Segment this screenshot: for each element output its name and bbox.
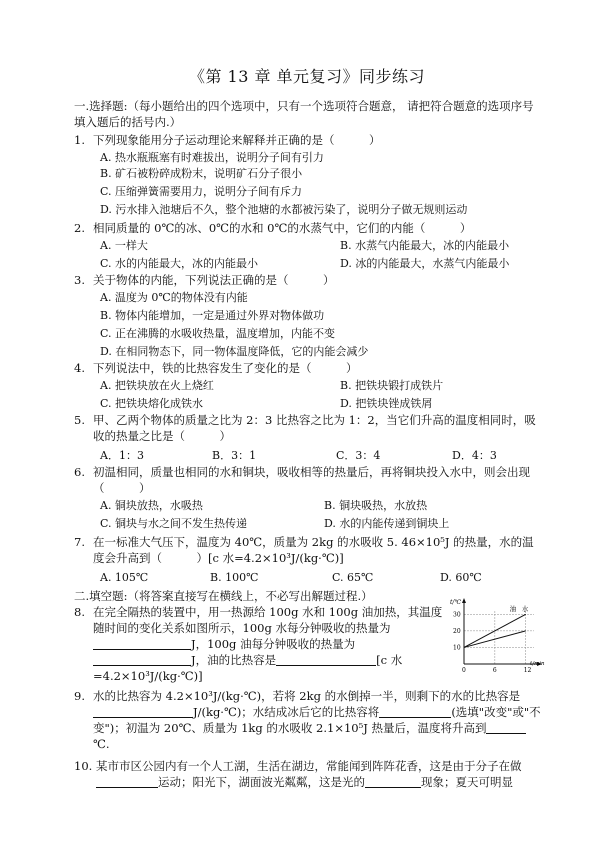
q4-option-c: C. 把铁块熔化成铁水 bbox=[100, 397, 204, 410]
page-title: 《第 13 章 单元复习》同步练习 bbox=[188, 67, 426, 86]
q8-blank-3[interactable] bbox=[276, 653, 376, 666]
q6-option-b: B. 铜块吸热，水放热 bbox=[324, 499, 428, 512]
question-8: 8. 在完全隔热的装置中，用一热源给 100g 水和 100g 油加热，其温度随时间的变化关系如图所示，100g 水每分钟吸收的热量为 J，100g 油每分钟吸收的热量为 J，油的比热容是 [c 水=4.2×10³J/(kg·℃)] bbox=[74, 605, 443, 683]
q6-option-c: C. 铜块与水之间不发生热传递 bbox=[100, 517, 248, 530]
q2-option-b: B. 水蒸气内能最大，冰的内能最小 bbox=[340, 239, 510, 252]
section-choice-heading: 一.选择题:（每小题给出的四个选项中，只有一个选项符合题意， 请把符合题意的选项序号填入题后的括号内.） bbox=[74, 99, 534, 129]
question-1: 1. 下列现象能用分子运动理论来解释并正确的是（ ） A. 热水瓶瓶塞有时难拔出，说明分子间有引力 B. 矿石被粉碎成粉末，说明矿石分子很小 C. 压缩弹簧需要用力，说明分子间有斥力 D. 污水排入池塘后不久，整个池塘的水都被污染了，说明分子做无规则运动 bbox=[74, 133, 468, 216]
q1-option-b: B. 矿石被粉碎成粉末，说明矿石分子很小 bbox=[100, 167, 303, 180]
q6-option-d: D. 水的内能传递到铜块上 bbox=[324, 517, 450, 530]
q7-option-c: C. 65℃ bbox=[332, 571, 374, 584]
temperature-time-chart bbox=[446, 596, 546, 676]
q10-blank-1[interactable] bbox=[96, 775, 158, 788]
q8-blank-2[interactable] bbox=[93, 653, 191, 666]
q8-blank-1[interactable] bbox=[93, 637, 191, 650]
question-6: 6. 初温相同，质量也相同的水和铜块，吸收相等的热量后，再将铜块投入水中，则会出现（ ） A. 铜块放热，水吸热 B. 铜块吸热，水放热 C. 铜块与水之间不发生热传递 D. 水的内能传递到铜块上 bbox=[74, 465, 530, 530]
question-10: 10. 某市市区公园内有一个人工湖，生活在湖边，常能闻到阵阵花香，这是由于分子在做 运动；阳光下，湖面波光粼粼，这是光的 现象；夏天可明显 bbox=[74, 759, 522, 789]
q4-option-d: D. 把铁块锉成铁屑 bbox=[340, 397, 433, 410]
q1-option-a: A. 热水瓶瓶塞有时难拔出，说明分子间有引力 bbox=[100, 151, 324, 164]
question-9: 9. 水的比热容为 4.2×10³J/(kg·℃)，若将 2kg 的水倒掉一半，则剩下的水的比热容是 J/(kg·℃)；水结成冰后它的比热容将 (选填"改变"或"不变")；初温为 20℃、质量为 1kg 的水吸收 2.1×10⁵J 热量后，温度将升高到 ℃. bbox=[74, 689, 541, 751]
x-tick-label: 0 bbox=[462, 667, 466, 674]
q9-blank-2[interactable] bbox=[379, 705, 451, 718]
q3-option-a: A. 温度为 0℃的物体没有内能 bbox=[100, 291, 248, 304]
y-axis-label: t/℃ bbox=[450, 599, 462, 606]
q5-option-d: D．4：3 bbox=[452, 449, 497, 462]
series-label-oil: 油 bbox=[509, 605, 517, 613]
q5-option-c: C．3：4 bbox=[336, 449, 381, 462]
question-3: 3. 关于物体的内能，下列说法正确的是（ ） A. 温度为 0℃的物体没有内能 B. 物体内能增加，一定是通过外界对物体做功 C. 正在沸腾的水吸收热量，温度增加，内能不变 D. 在相同物态下，同一物体温度降低，它的内能会减少 bbox=[74, 273, 369, 358]
y-tick-label: 20 bbox=[453, 627, 461, 635]
question-4: 4. 下列说法中，铁的比热容发生了变化的是（ ） A. 把铁块放在火上烧红 B. 把铁块锻打成铁片 C. 把铁块熔化成铁水 D. 把铁块锉成铁屑 bbox=[74, 361, 444, 410]
question-5: 5. 甲、乙两个物体的质量之比为 2：3 比热容之比为 1：2，当它们升高的温度相同时，吸收的热量之比是（ ） A．1：3 B．3：1 C．3：4 D．4：3 bbox=[74, 413, 536, 462]
q9-blank-3[interactable] bbox=[486, 721, 526, 734]
q1-option-c: C. 压缩弹簧需要用力，说明分子间有斥力 bbox=[100, 185, 303, 198]
q4-option-a: A. 把铁块放在火上烧红 bbox=[100, 379, 214, 392]
question-2: 2. 相同质量的 0℃的冰、0℃的水和 0℃的水蒸气中，它们的内能（ ） A. 一样大 B. 水蒸气内能最大，冰的内能最小 C. 水的内能最大，冰的内能最小 D. 冰的内能最大，水蒸气内能最小 bbox=[74, 221, 510, 270]
q7-option-b: B. 100℃ bbox=[210, 571, 259, 584]
q7-option-d: D. 60℃ bbox=[440, 571, 482, 584]
y-axis-arrow bbox=[462, 598, 466, 603]
q2-option-a: A. 一样大 bbox=[100, 239, 148, 252]
series-label-water: 水 bbox=[521, 605, 529, 613]
x-tick-label: 12 bbox=[523, 667, 532, 674]
q1-option-d: D. 污水排入池塘后不久，整个池塘的水都被污染了，说明分子做无规则运动 bbox=[100, 203, 468, 216]
q2-option-c: C. 水的内能最大，冰的内能最小 bbox=[100, 257, 259, 270]
q3-option-c: C. 正在沸腾的水吸收热量，温度增加，内能不变 bbox=[100, 327, 336, 340]
q4-option-b: B. 把铁块锻打成铁片 bbox=[340, 379, 444, 392]
question-7: 7. 在一标准大气压下，温度为 40℃，质量为 2kg 的水吸收 5. 46×10⁵J 的热量，水的温度会升高到（ ）[c 水=4.2×10³J/(kg·℃)] A. 105℃ B. 100℃ C. 65℃ D. 60℃ bbox=[74, 535, 534, 584]
q5-option-b: B．3：1 bbox=[212, 449, 257, 462]
q3-option-b: B. 物体内能增加，一定是通过外界对物体做功 bbox=[100, 309, 325, 322]
q7-option-a: A. 105℃ bbox=[100, 571, 149, 584]
x-tick-label: 6 bbox=[492, 667, 497, 674]
y-tick-label: 10 bbox=[453, 644, 461, 652]
q5-option-a: A．1：3 bbox=[100, 449, 144, 462]
q2-option-d: D. 冰的内能最大，水蒸气内能最小 bbox=[340, 257, 510, 270]
q3-option-d: D. 在相同物态下，同一物体温度降低，它的内能会减少 bbox=[100, 345, 369, 358]
x-axis-label: t/min bbox=[530, 661, 545, 667]
q9-blank-1[interactable] bbox=[93, 705, 193, 718]
q10-blank-2[interactable] bbox=[365, 775, 421, 788]
q6-option-a: A. 铜块放热，水吸热 bbox=[100, 499, 203, 512]
section-fill-heading: 二.填空题:（将答案直接写在横线上，不必写出解题过程.） bbox=[74, 589, 373, 603]
y-tick-label: 30 bbox=[453, 611, 461, 619]
